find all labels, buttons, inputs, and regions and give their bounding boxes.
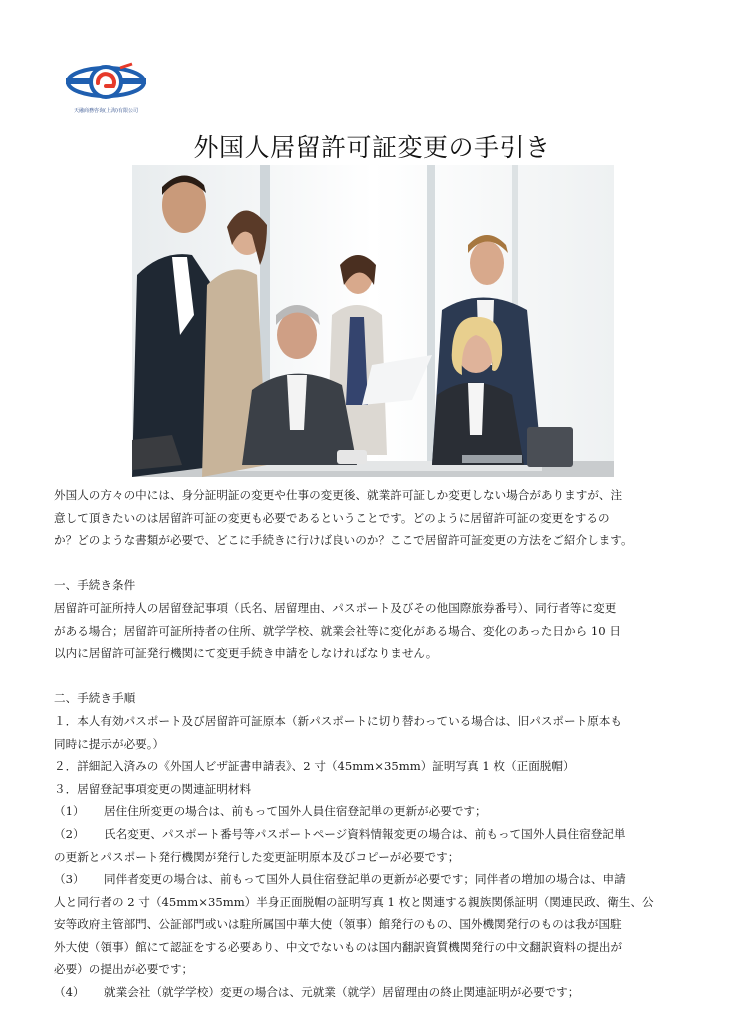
item-text: 同伴者変更の場合は、前もって国外人員住宿登記単の更新が必要です；同伴者の増加の場合は、申請 [104,872,626,887]
item-text: 氏名変更、パスポート番号等パスポートページ資料情報変更の場合は、前もって国外人員住宿登記単 [104,826,626,841]
logo-caption: 天融商務咨询(上海)有限公司 [74,108,138,114]
item-text: 居住住所変更の場合は、前もって国外人員住宿登記単の更新が必要です； [104,804,487,819]
item-text: 人と同行者の 2 寸（45mm×35mm）半身正面脱帽の証明写真 1 枚と関連する親族関係証明（関連民政、衛生、公 [54,894,654,909]
item-text: 外大使（領事）館にて認証をする必要あり、中文でないものは国内翻訳資質機関発行の中文翻訳資料の提出が [54,939,623,954]
item-number: （4） [54,985,85,1000]
item-number: （2） [54,826,85,841]
section2-line: ３．居留登記事項変更の関連証明材料 [54,781,252,796]
list-item [54,823,704,846]
list-item [54,800,704,823]
item-number: （1） [54,804,85,819]
section2-line: １．本人有効パスポート及び居留許可証原本（新パスポートに切り替わっている場合は、旧パスポート原本も [54,713,622,728]
item-text: の更新とパスポート発行機関が発行した変更証明原本及びコピーが必要です； [54,849,460,864]
section1-heading: 一、手続き条件 [54,578,136,593]
company-logo [60,58,152,120]
list-item [54,981,704,1004]
intro-line: か？どのような書類が必要で、どこに手続きに行けば良いのか？ここで居留許可証変更の方法をご紹介します。 [54,533,633,548]
section1-line: 以内に居留許可証発行機関にて変更手続き申請をしなければなりません。 [54,646,438,661]
item-text: 就業会社（就学学校）変更の場合は、元就業（就学）居留理由の終止関連証明が必要です； [104,985,580,1000]
section2-line: ２．詳細記入済みの《外国人ビザ証書申請表》、2 寸（45mm×35mm）証明写真 1 枚（正面脱帽） [54,759,575,774]
item-text: 安等政府主管部門、公証部門或いは駐所属国中華大使（領事）館発行のもの、国外機関発行のものは我が国駐 [54,917,622,932]
company-emblem-icon [60,58,152,106]
intro-line: 外国人の方々の中には、身分証明証の変更や仕事の変更後、就業許可証しか変更しない場合がありますが、注 [54,488,623,502]
item-text: 必要）の提出が必要です； [54,962,194,977]
intro-line: 意して頂きたいのは居留許可証の変更も必要であるということです。どのように居留許可証の変更をするの [54,510,610,525]
section1-line: 居留許可証所持人の居留登記事項（氏名、居留理由、パスポート及びその他国際旅券番号）、同行者等に変更 [54,600,617,615]
list-item [54,868,704,891]
item-number: （3） [54,872,85,887]
business-team-photo [132,165,614,477]
section2-line: 同時に提示が必要。） [54,736,165,751]
section1-line: がある場合；居留許可証所持者の住所、就学学校、就業会社等に変化がある場合、変化のあった日から 10 日 [54,623,621,638]
section2-heading: 二、手続き手順 [54,691,136,706]
article-body [54,484,704,1004]
page-title: 外国人居留許可証変更の手引き [193,133,551,162]
